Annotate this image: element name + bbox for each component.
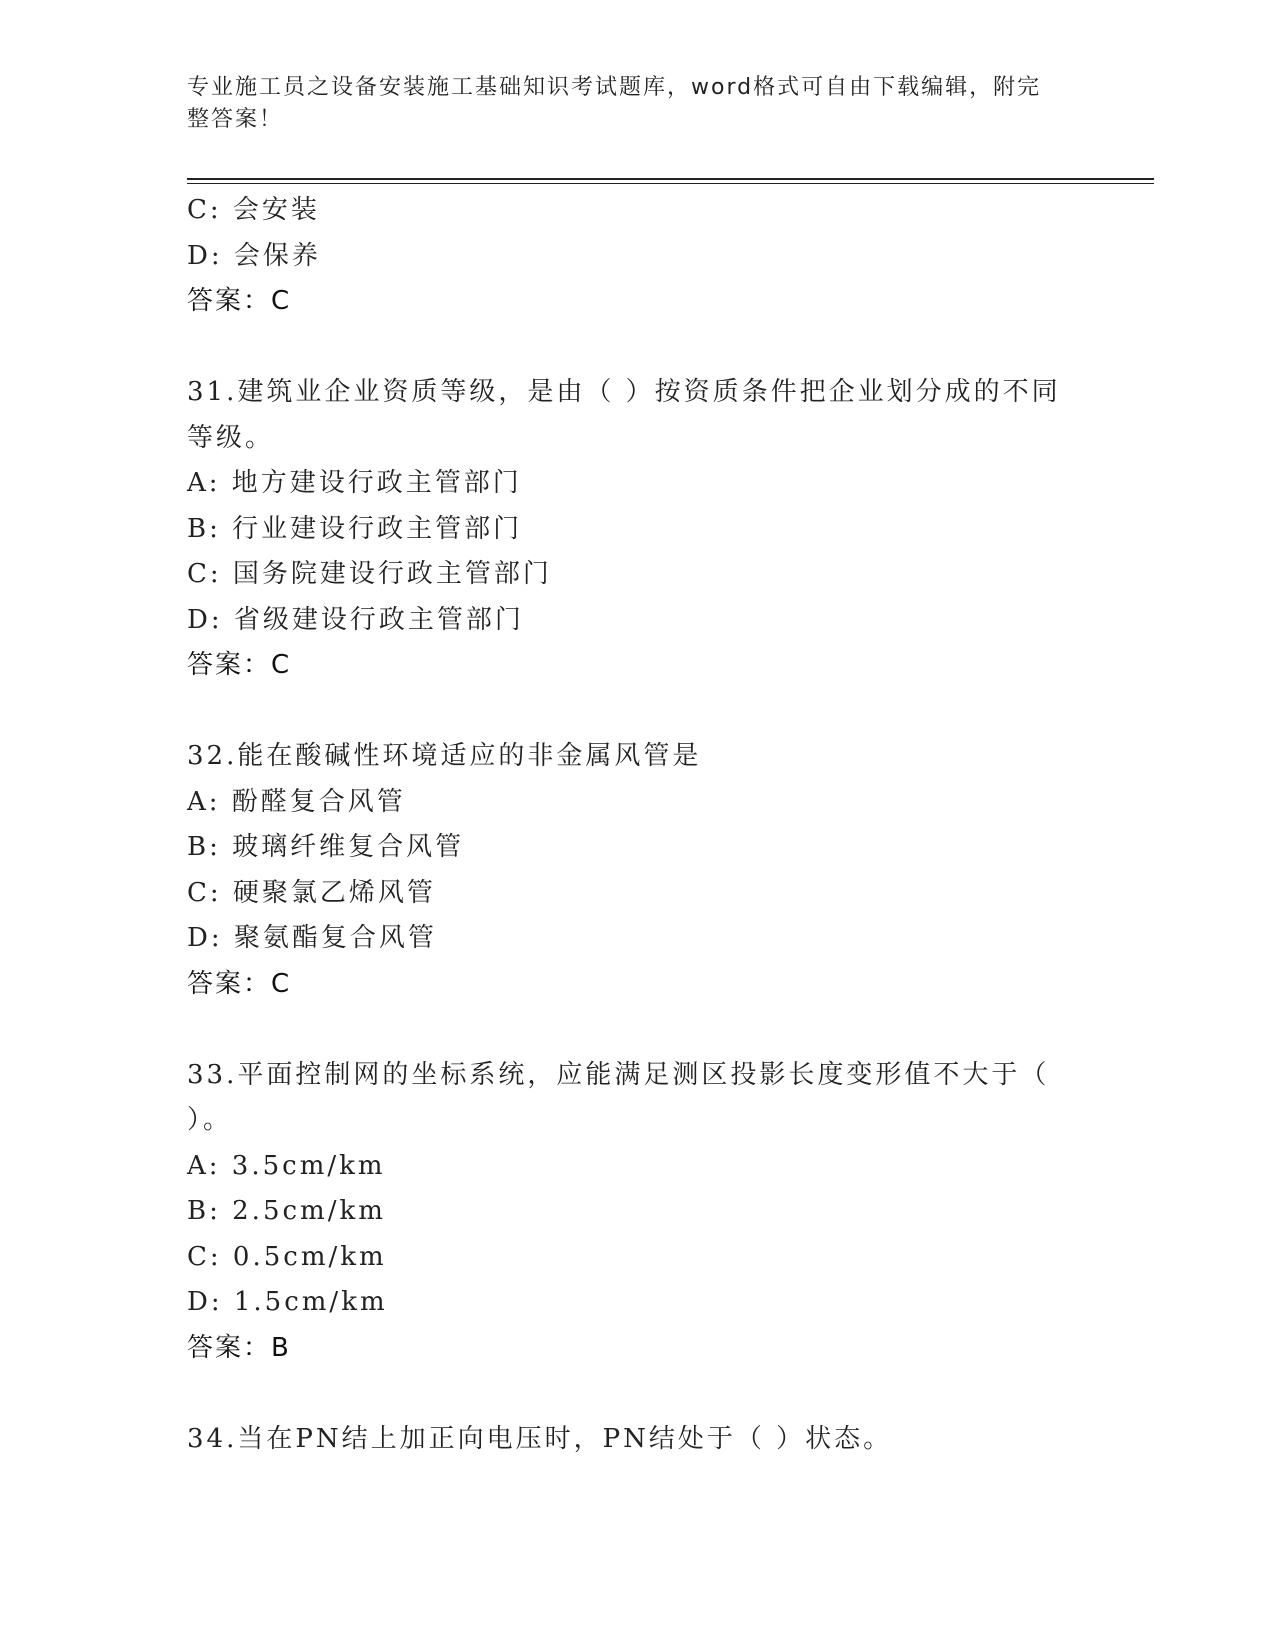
document-header	[187, 72, 1067, 136]
header-divider-thin	[187, 183, 1154, 184]
option-c: C: 会安装	[187, 195, 320, 225]
question-list	[187, 188, 1067, 1462]
question-stem: 32.能在酸碱性环境适应的非金属风管是	[187, 741, 702, 771]
option-b: B: 玻璃纤维复合风管	[187, 832, 465, 862]
question-stem: 31.建筑业企业资质等级，是由（ ）按资质条件把企业划分成的不同	[187, 377, 1061, 407]
header-divider-thick	[187, 178, 1154, 180]
question-stem-continued: ）。	[187, 1105, 233, 1135]
option-c: C: 国务院建设行政主管部门	[187, 559, 552, 589]
spacer	[187, 689, 1067, 735]
spacer	[187, 1371, 1067, 1417]
spacer	[187, 325, 1067, 371]
question-33	[187, 1053, 1067, 1372]
option-d: D: 省级建设行政主管部门	[187, 604, 524, 635]
header-line-2: 整答案！	[187, 107, 284, 132]
option-a: A: 地方建设行政主管部门	[187, 468, 522, 498]
answer-line: 答案：C	[187, 968, 292, 999]
question-stem: 34.当在PN结上加正向电压时，PN结处于（ ）状态。	[187, 1423, 893, 1454]
header-line-1: 专业施工员之设备安装施工基础知识考试题库，word格式可自由下载编辑，附完	[187, 75, 1042, 100]
option-a: A: 3.5cm/km	[187, 1150, 386, 1181]
option-a: A: 酚醛复合风管	[187, 786, 406, 817]
answer-line: 答案：C	[187, 286, 292, 316]
question-stem: 33.平面控制网的坐标系统，应能满足测区投影长度变形值不大于（	[187, 1059, 1050, 1090]
option-b: B: 行业建设行政主管部门	[187, 513, 523, 544]
question-34	[187, 1417, 1067, 1463]
question-30	[187, 188, 1067, 325]
question-stem-continued: 等级。	[187, 422, 275, 453]
answer-line: 答案：B	[187, 1332, 291, 1363]
option-c: C: 0.5cm/km	[187, 1241, 387, 1272]
question-32	[187, 734, 1067, 1007]
option-d: D: 1.5cm/km	[187, 1287, 388, 1317]
spacer	[187, 1007, 1067, 1053]
answer-line: 答案：C	[187, 650, 292, 680]
option-d: D: 会保养	[187, 240, 321, 271]
option-c: C: 硬聚氯乙烯风管	[187, 877, 436, 908]
option-d: D: 聚氨酯复合风管	[187, 923, 437, 953]
option-b: B: 2.5cm/km	[187, 1196, 386, 1226]
question-31	[187, 370, 1067, 689]
